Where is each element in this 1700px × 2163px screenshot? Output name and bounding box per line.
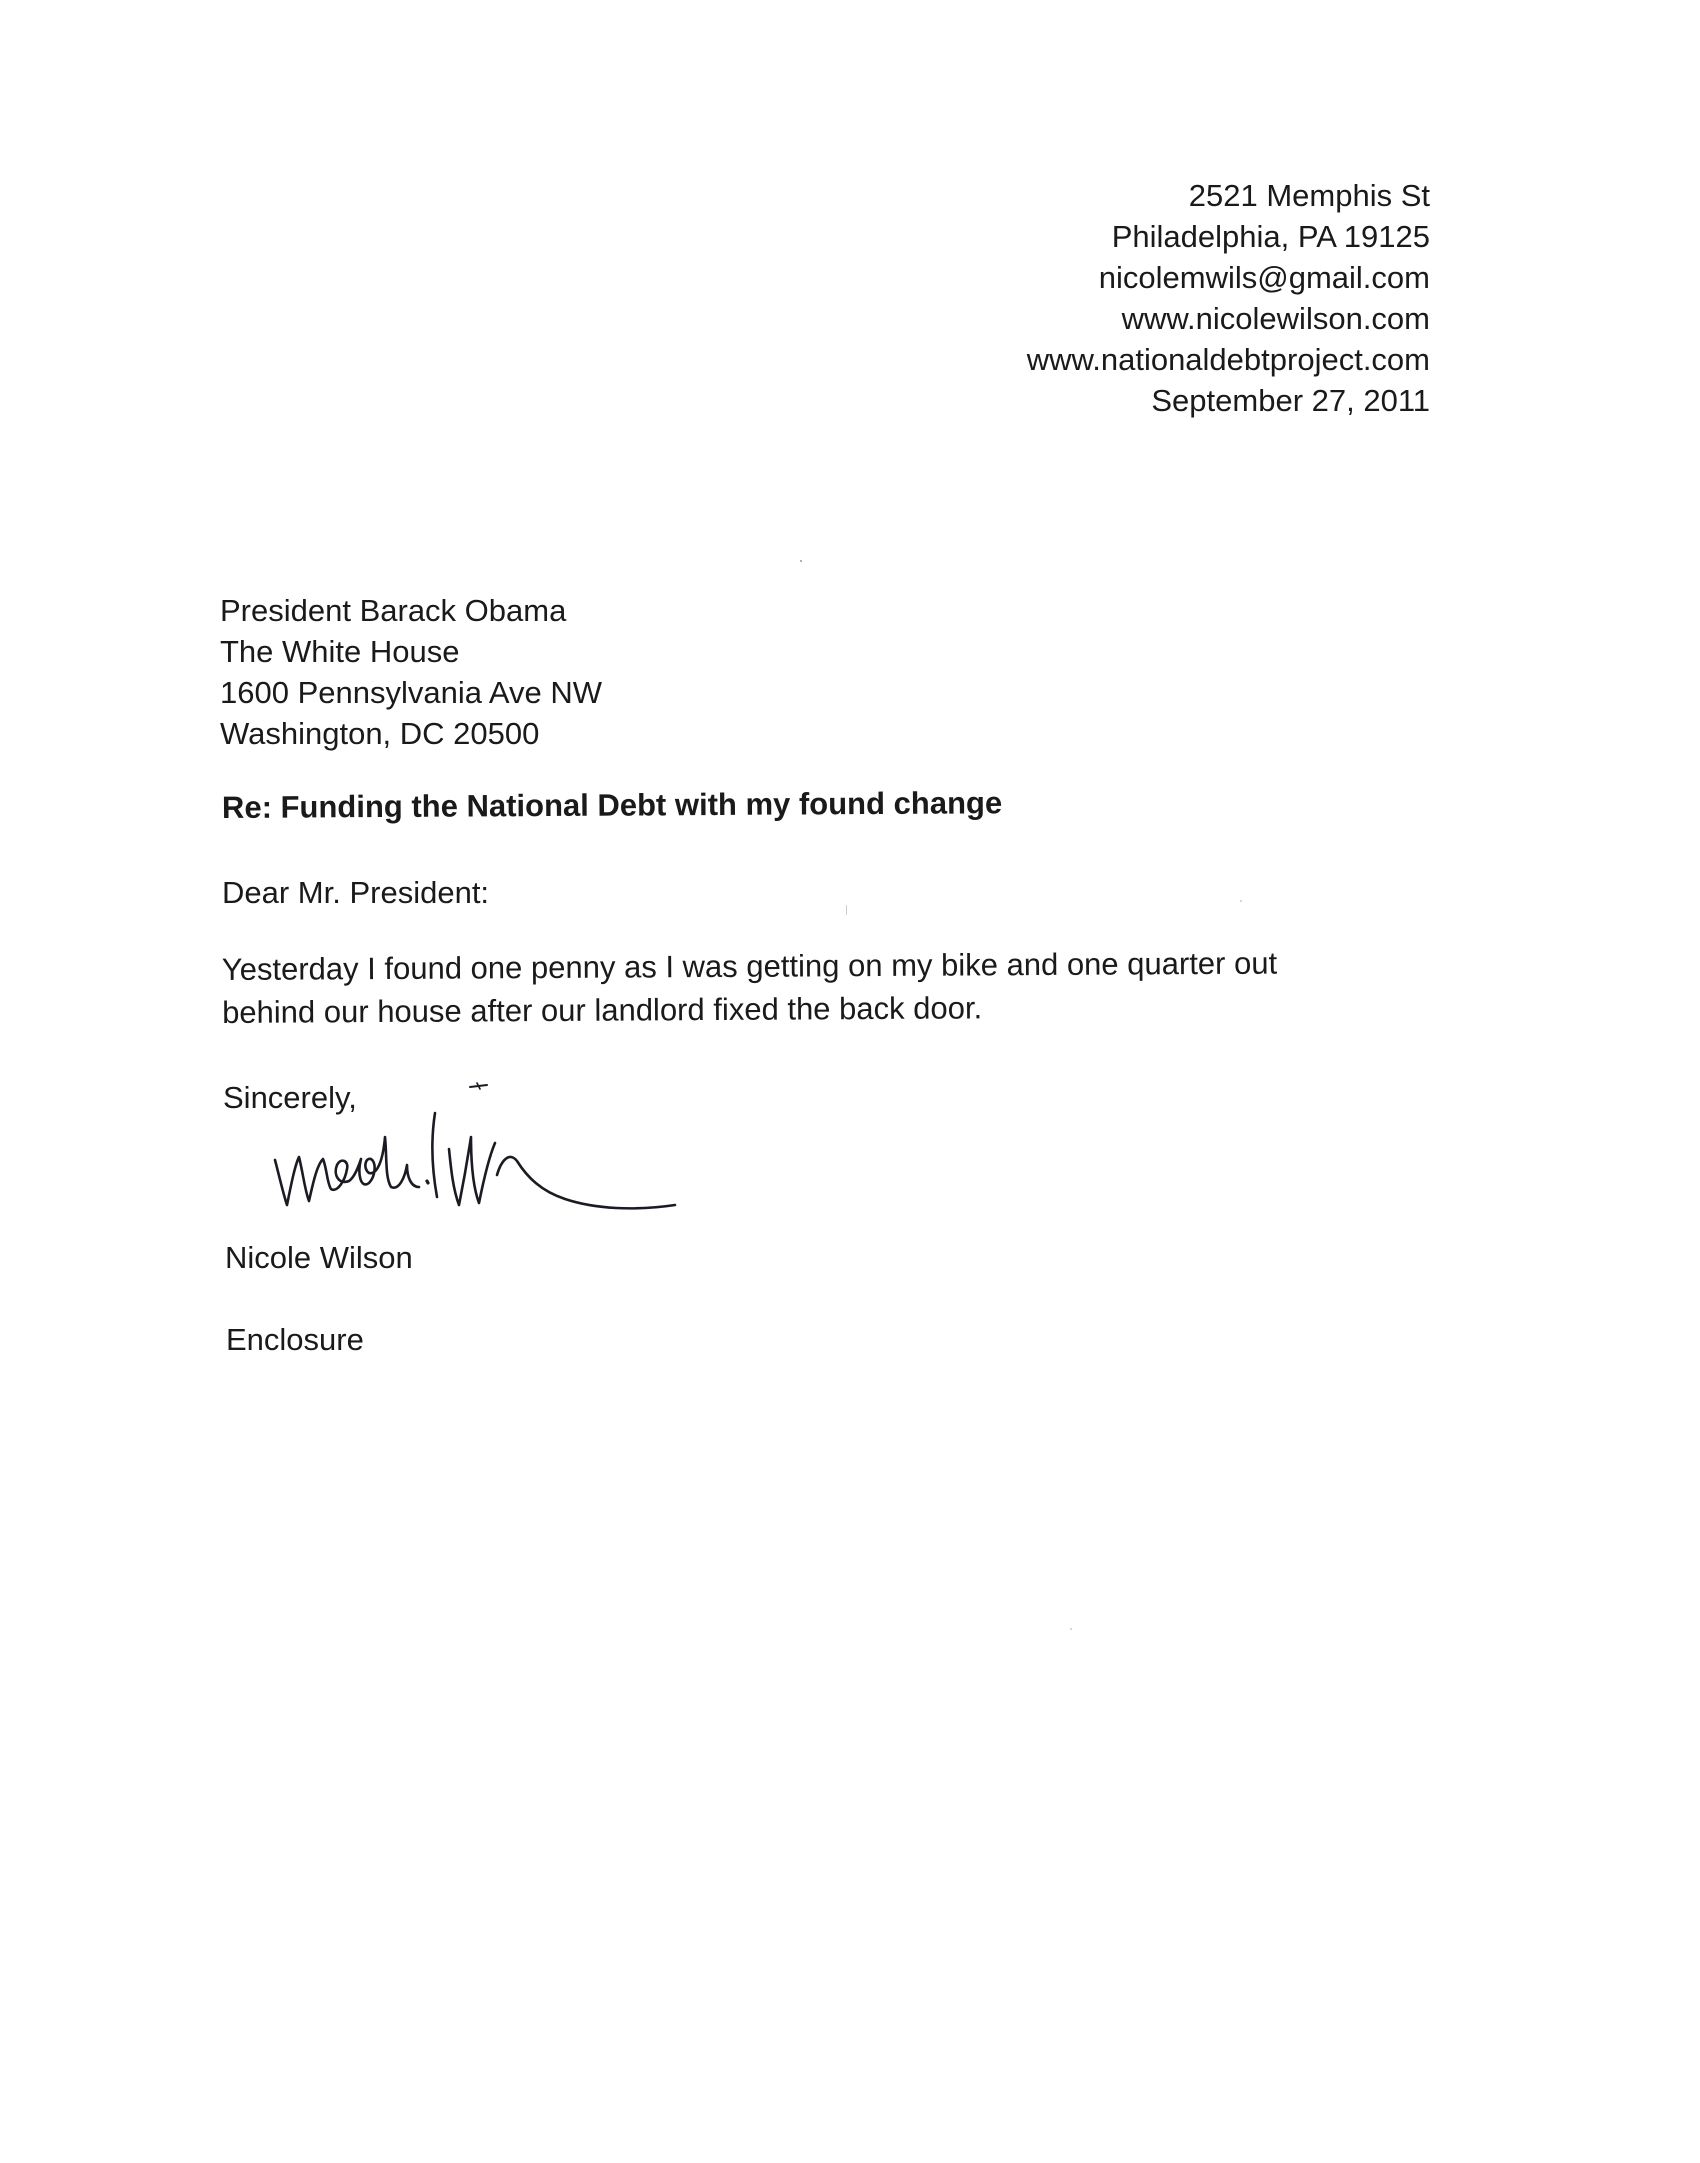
handwritten-signature [265, 1065, 765, 1245]
sender-website-1: www.nicolewilson.com [1121, 301, 1430, 336]
body-line: Yesterday I found one penny as I was getting on my bike and one quarter out [221, 945, 1278, 988]
enclosure-notation: Enclosure [226, 1322, 364, 1357]
recipient-city-line: Washington, DC 20500 [220, 716, 540, 751]
letter-body [222, 941, 1423, 1034]
sender-website-2: www.nationaldebtproject.com [1026, 342, 1430, 377]
scan-speck [800, 560, 802, 562]
sender-street: 2521 Memphis St [1188, 178, 1430, 213]
letter-date: September 27, 2011 [1151, 383, 1430, 418]
sender-city-line: Philadelphia, PA 19125 [1111, 219, 1430, 254]
recipient-street: 1600 Pennsylvania Ave NW [220, 675, 602, 710]
sender-email: nicolemwils@gmail.com [1098, 260, 1430, 295]
recipient-organization: The White House [220, 634, 460, 669]
sender-address-block [1027, 175, 1430, 421]
recipient-address-block [220, 590, 602, 754]
scan-speck [1240, 900, 1242, 902]
scan-speck [1070, 1628, 1072, 1630]
closing: Sincerely, [223, 1080, 357, 1115]
scan-speck [846, 905, 847, 915]
signer-name: Nicole Wilson [225, 1240, 413, 1275]
recipient-name: President Barack Obama [220, 593, 567, 628]
subject-line: Re: Funding the National Debt with my found change [221, 785, 1003, 825]
salutation: Dear Mr. President: [222, 875, 490, 910]
body-line: behind our house after our landlord fixed the back door. [222, 990, 983, 1030]
